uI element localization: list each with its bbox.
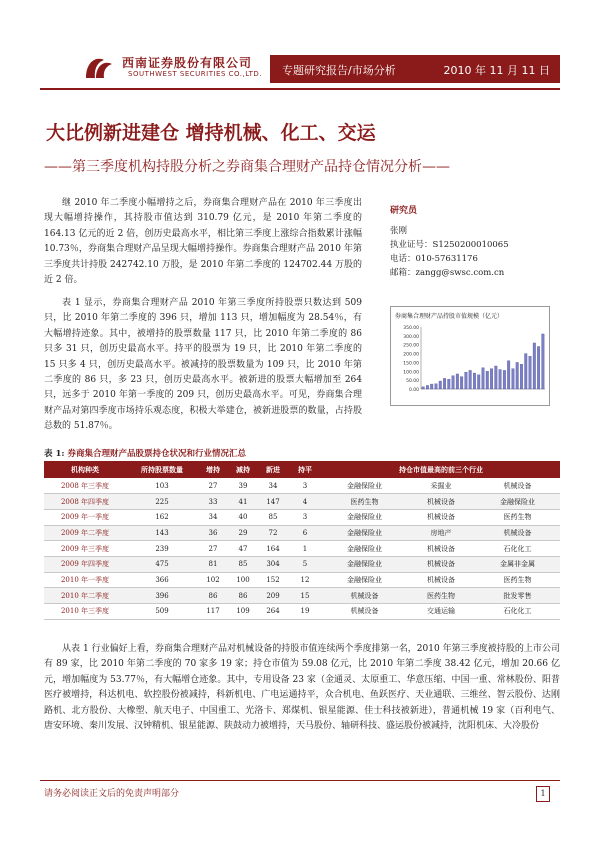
table-cell: 162 [126, 509, 198, 525]
table-cell: 2008 年四季度 [44, 494, 126, 510]
table-cell: 金融保险业 [322, 525, 407, 541]
chart-bar [426, 385, 429, 389]
table-cell: 264 [258, 604, 288, 620]
table-cell: 机械设备 [407, 541, 475, 557]
report-type: 专题研究报告/市场分析 [282, 64, 396, 77]
table-cell: 金融保险业 [322, 509, 407, 525]
chart-ytick-label: 50.00 [406, 379, 419, 385]
table-cell: 2010 年三季度 [44, 604, 126, 620]
table-cell: 86 [228, 588, 258, 604]
company-logo-icon [82, 52, 116, 82]
holdings-chart [390, 306, 550, 406]
table-cell: 1 [288, 541, 322, 557]
report-band [270, 55, 560, 83]
table-cell: 396 [126, 588, 198, 604]
body-paragraph-3: 从表 1 行业偏好上看，券商集合理财产品对机械设备的持股市值连续两个季度排第一名，2010 年第三季度被持股的上市公司有 89 家，比 2010 年第二季度的 70 家多 19 家；持仓市值为 59.08 亿元，比 2010 年第二季度 38.42 亿元，增加 20.66 亿元，增加幅度为 53.77％，有大幅增仓迹象。其中，专用设备 23 家（金通灵、太原重工、华意压缩、中国一重、常林股份、阳普医疗被增持，科达机电、软控股份被减持，科新机电、广电运通持平，众合机电、鱼跃医疗、天业通联、三维丝、智云股份、达刚路机、北方股份、大橡塑、航天电子、中国重工、光洛卡、郑煤机、银星能源、佳士科技被新进），普通机械 19 家（百利电气、唐安环境、秦川发展、汉钟精机、银星能源、陕鼓动力被增持，天马股份、轴研科技、盛运股份被减持，沈阳机床、大冷股份 [44, 644, 560, 732]
table-cell: 147 [258, 494, 288, 510]
table-cell: 102 [198, 572, 228, 588]
chart-ytick-label: 300.00 [403, 334, 419, 340]
table-cell: 2008 年三季度 [44, 478, 126, 494]
table-row [44, 525, 560, 541]
table-cell: 石化化工 [475, 604, 560, 620]
table-cell: 机械设备 [322, 588, 407, 604]
report-date: 2010 年 11 月 11 日 [443, 64, 550, 77]
table-cell: 12 [288, 572, 322, 588]
table-caption-text: 券商集合理财产品股票持仓状况和行业情况汇总 [67, 449, 246, 459]
chart-bar [524, 354, 527, 389]
table-cell: 6 [288, 525, 322, 541]
footer-divider [40, 780, 560, 781]
table-cell: 27 [198, 478, 228, 494]
table-cell: 34 [258, 478, 288, 494]
table-row [44, 572, 560, 588]
chart-bar [422, 387, 425, 389]
table-row [44, 494, 560, 510]
chart-bar [537, 346, 540, 389]
table-cell: 27 [198, 541, 228, 557]
table-caption-prefix: 表 1: [44, 449, 68, 459]
company-name-cn: 西南证券股份有限公司 [122, 56, 253, 70]
holdings-chart-svg [391, 307, 551, 407]
chart-bar [456, 374, 459, 389]
table-cell: 164 [258, 541, 288, 557]
chart-ytick-label: 0.00 [408, 388, 419, 393]
table-cell: 209 [258, 588, 288, 604]
table-cell: 143 [126, 525, 198, 541]
table-row [44, 588, 560, 604]
table-cell: 金融保险业 [322, 478, 407, 494]
table-cell: 机械设备 [407, 509, 475, 525]
chart-bar [448, 379, 451, 389]
table-cell: 29 [228, 525, 258, 541]
table-cell: 机械设备 [322, 604, 407, 620]
table-cell: 医药生物 [475, 572, 560, 588]
chart-bar [520, 364, 523, 389]
table-cell: 金融保险业 [322, 556, 407, 572]
table-cell: 2010 年一季度 [44, 572, 126, 588]
chart-bar [465, 372, 468, 389]
body-paragraph-1: 继 2010 年二季度小幅增持之后，券商集合理财产品在 2010 年三季度出现大幅增持操作，其持股市值达到 310.79 亿元，是 2010 年第二季度的 164.13 亿元的近 2 倍，创历史最高水平，相比第三季度上涨综合指数累计涨幅 10.73％，券商集合理财产品呈现大幅增持操作。券商集合理财产品 2010 年第三季度共计持股 242742.10 万股，是 2010 年第二季度的 124702.44 万股的近 2 倍。 [44, 198, 362, 286]
table-cell: 机械设备 [475, 478, 560, 494]
chart-bar [516, 362, 519, 389]
table-cell: 39 [228, 478, 258, 494]
table-cell: 采掘业 [407, 478, 475, 494]
chart-bar [512, 369, 515, 389]
chart-ytick-label: 100.00 [403, 370, 419, 376]
analyst-name: 张刚 [390, 226, 408, 236]
table-cell: 19 [288, 604, 322, 620]
table-cell: 批发零售 [475, 588, 560, 604]
table-cell: 2009 年三季度 [44, 541, 126, 557]
table-cell: 4 [288, 494, 322, 510]
disclaimer: 请务必阅读正文后的免责声明部分 [44, 789, 180, 799]
table-cell: 金融保险业 [475, 494, 560, 510]
chart-bar [507, 361, 510, 389]
table-cell: 医药生物 [322, 494, 407, 510]
table-cell: 医药生物 [407, 588, 475, 604]
table-cell: 475 [126, 556, 198, 572]
table-cell: 交通运输 [407, 604, 475, 620]
chart-ytick-label: 150.00 [403, 361, 419, 367]
table-cell: 33 [198, 494, 228, 510]
table-cell: 40 [228, 509, 258, 525]
table-cell: 机械设备 [407, 494, 475, 510]
chart-bar [435, 384, 438, 389]
table-header-cell: 所持股票数量 [126, 461, 198, 478]
table-cell: 225 [126, 494, 198, 510]
table-cell: 房地产 [407, 525, 475, 541]
table-header-cell: 新进 [258, 461, 288, 478]
chart-ytick-label: 200.00 [403, 352, 419, 358]
chart-bar [499, 370, 502, 389]
main-title: 大比例新进建仓 增持机械、化工、交运 [46, 122, 376, 144]
table-cell: 72 [258, 525, 288, 541]
chart-bar [469, 370, 472, 389]
table-cell: 36 [198, 525, 228, 541]
table-header-cell: 持仓市值最高的前三个行业 [322, 461, 560, 478]
chart-bar [542, 334, 545, 389]
chart-bar [503, 370, 506, 389]
chart-bar [439, 381, 442, 389]
analyst-email: 邮箱：zangg@swsc.com.cn [390, 268, 505, 278]
table-header-cell: 机构种类 [44, 461, 126, 478]
table-row [44, 604, 560, 620]
analyst-license: 执业证号：S1250200010065 [390, 240, 509, 250]
table-header-cell: 增持 [198, 461, 228, 478]
chart-ytick-label: 250.00 [403, 343, 419, 349]
chart-bar [529, 356, 532, 389]
table-cell: 47 [228, 541, 258, 557]
chart-bar [533, 343, 536, 389]
table-cell: 金属非金属 [475, 556, 560, 572]
chart-bar [477, 375, 480, 389]
table-cell: 3 [288, 509, 322, 525]
table-cell: 15 [288, 588, 322, 604]
table-row [44, 478, 560, 494]
table-header-row [44, 461, 560, 478]
table-cell: 机械设备 [475, 525, 560, 541]
chart-bar [460, 377, 463, 389]
chart-bar [443, 378, 446, 389]
table-cell: 机械设备 [407, 556, 475, 572]
sub-title: ——第三季度机构持股分析之券商集合理财产品持仓情况分析—— [44, 159, 450, 175]
analyst-phone: 电话：010-57631176 [390, 254, 478, 264]
company-name-en: SOUTHWEST SECURITIES CO.,LTD. [128, 70, 263, 78]
table-cell: 医药生物 [475, 509, 560, 525]
page-header [0, 0, 595, 96]
table-cell: 509 [126, 604, 198, 620]
table-cell: 金融保险业 [322, 572, 407, 588]
chart-bar [430, 384, 433, 389]
chart-bar [473, 373, 476, 389]
table-cell: 5 [288, 556, 322, 572]
table-header-cell: 减持 [228, 461, 258, 478]
table-cell: 2009 年四季度 [44, 556, 126, 572]
table-cell: 2009 年一季度 [44, 509, 126, 525]
holdings-table [44, 461, 560, 620]
table-cell: 2009 年二季度 [44, 525, 126, 541]
analyst-heading: 研究员 [390, 206, 418, 216]
table-caption [44, 447, 246, 459]
table-cell: 3 [288, 478, 322, 494]
table-cell: 81 [198, 556, 228, 572]
table-cell: 2010 年二季度 [44, 588, 126, 604]
chart-title: 券商集合理财产品持股市值规模（亿元） [395, 313, 504, 320]
table-cell: 86 [198, 588, 228, 604]
table-row [44, 509, 560, 525]
table-cell: 304 [258, 556, 288, 572]
chart-bar [482, 368, 485, 389]
chart-bar [490, 369, 493, 389]
table-cell: 366 [126, 572, 198, 588]
table-cell: 109 [228, 604, 258, 620]
table-row [44, 541, 560, 557]
page-number: 1 [536, 786, 550, 802]
chart-bar [486, 371, 489, 389]
table-header-cell: 持平 [288, 461, 322, 478]
body-paragraph-2: 表 1 显示，券商集合理财产品 2010 年第三季度所持股票只数达到 509 只，比 2010 年第二季度的 396 只，增加 113 只，增加幅度为 28.54％，有大幅增持迹象。其中，被增持的股票数量 117 只，比 2010 年第二季度的 86 只多 31 只，创历史最高水平。持平的股票为 19 只，比 2010 年第二季度的 15 只多 4 只，创历史最高水平。被减持的股票数量为 109 只，比 2010 年第二季度的 86 只，多 23 只，创历史最高水平。被新进的股票大幅增加至 264 只，远多于 2010 年第一季度的 209 只，创历史最高水平。可见，券商集合理财产品对第四季度市场持乐观态度，积极大举建仓，被新进股票的数量，占持股总数的 51.87％。 [44, 298, 362, 432]
table-cell: 239 [126, 541, 198, 557]
table-cell: 100 [228, 572, 258, 588]
table-cell: 41 [228, 494, 258, 510]
table-cell: 金融保险业 [322, 541, 407, 557]
table-cell: 85 [228, 556, 258, 572]
table-cell: 石化化工 [475, 541, 560, 557]
chart-bar [495, 366, 498, 389]
table-cell: 34 [198, 509, 228, 525]
table-cell: 117 [198, 604, 228, 620]
table-row [44, 556, 560, 572]
table-cell: 103 [126, 478, 198, 494]
table-cell: 152 [258, 572, 288, 588]
chart-bar [452, 376, 455, 389]
table-cell: 机械设备 [407, 572, 475, 588]
chart-ytick-label: 350.00 [403, 326, 419, 331]
table-cell: 85 [258, 509, 288, 525]
header-divider [40, 88, 560, 90]
